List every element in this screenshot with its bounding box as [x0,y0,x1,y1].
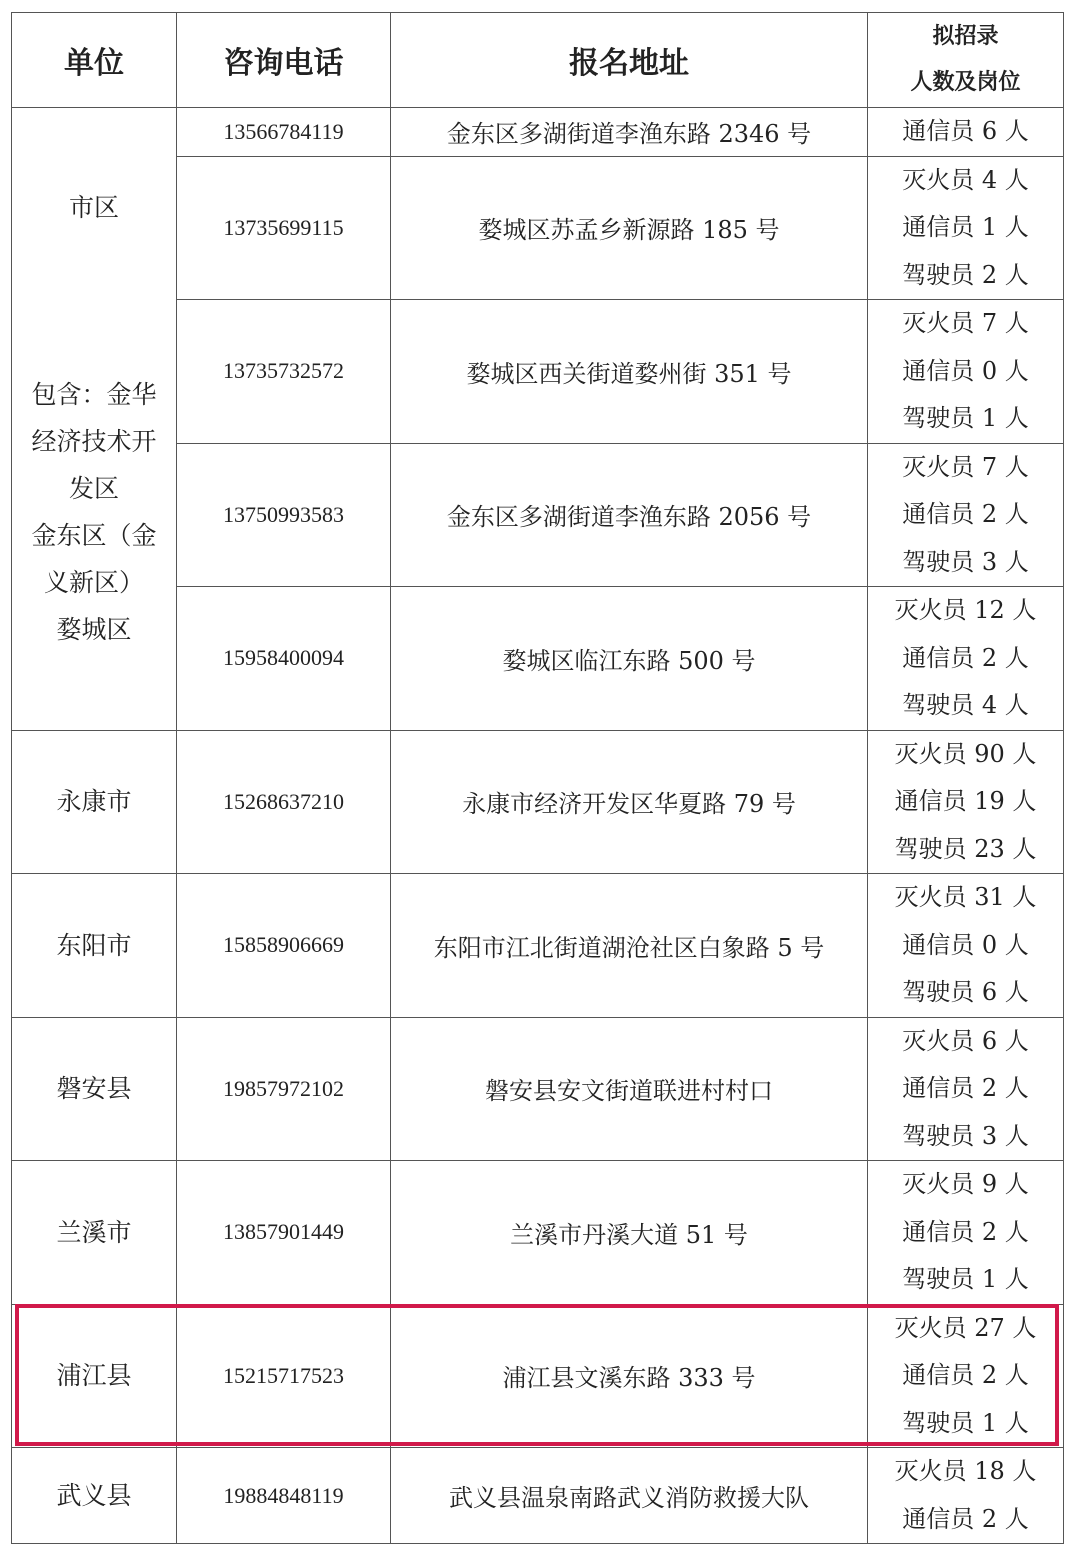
positions-cell [868,1017,1064,1161]
position-line: 灭火员 6 人 [902,1026,1029,1055]
position-line: 灭火员 31 人 [894,883,1037,911]
position-line: 驾驶员 23 人 [894,834,1037,863]
positions-cell [868,1161,1064,1305]
header-positions [868,13,1064,108]
unit-cell: 兰溪市 [12,1161,177,1305]
position-line: 通信员 0 人 [902,356,1029,385]
unit-note-line: 发区 [68,474,119,504]
address-cell: 东阳市江北街道湖沧社区白象路 5 号 [391,874,868,1018]
unit-note-line: 金东区（金 [31,521,157,551]
position-line: 通信员 2 人 [902,643,1029,672]
table-row [12,730,1064,874]
position-line: 灭火员 90 人 [894,739,1037,768]
position-line: 驾驶员 1 人 [902,1265,1029,1293]
position-line: 通信员 6 人 [902,117,1029,145]
position-line: 灭火员 7 人 [902,309,1029,337]
position-line: 驾驶员 1 人 [902,404,1029,432]
positions-cell [868,1448,1064,1544]
position-line: 灭火员 4 人 [902,165,1029,194]
positions-cell [868,1304,1064,1448]
phone-cell: 15858906669 [177,874,391,1018]
positions-cell [868,108,1064,157]
header-phone: 咨询电话 [177,13,391,108]
positions-cell [868,730,1064,874]
address-cell: 婺城区西关街道婺州街 351 号 [391,300,868,444]
phone-cell: 15958400094 [177,587,391,731]
position-line: 通信员 2 人 [902,1504,1029,1533]
address-cell: 婺城区苏孟乡新源路 185 号 [391,156,868,300]
unit-cell: 东阳市 [12,874,177,1018]
phone-cell: 19857972102 [177,1017,391,1161]
position-line: 驾驶员 3 人 [902,547,1029,576]
position-line: 灭火员 9 人 [902,1170,1029,1198]
position-line: 驾驶员 6 人 [902,978,1029,1006]
unit-cell: 武义县 [12,1448,177,1544]
position-line: 通信员 2 人 [902,1361,1029,1389]
header-address: 报名地址 [391,13,868,108]
address-cell: 金东区多湖街道李渔东路 2056 号 [391,443,868,587]
unit-note-line: 包含：金华 [31,380,157,410]
unit-cell: 浦江县 [12,1304,177,1448]
positions-cell [868,587,1064,731]
position-line: 驾驶员 4 人 [902,691,1029,719]
unit-cell-city [12,108,177,731]
table-row [12,1017,1064,1161]
positions-cell [868,874,1064,1018]
header-unit: 单位 [12,13,177,108]
header-positions-line2: 人数及岗位 [910,70,1021,95]
positions-cell [868,300,1064,444]
spacer [12,231,176,371]
unit-note-line: 经济技术开 [31,427,157,457]
address-cell: 永康市经济开发区华夏路 79 号 [391,730,868,874]
phone-cell: 19884848119 [177,1448,391,1544]
unit-note-line: 婺城区 [56,615,132,645]
address-cell: 金东区多湖街道李渔东路 2346 号 [391,108,868,157]
position-line: 灭火员 12 人 [894,596,1037,624]
positions-cell [868,443,1064,587]
position-line: 通信员 2 人 [902,1074,1029,1102]
table-row [12,1304,1064,1448]
position-line: 通信员 2 人 [902,1217,1029,1246]
phone-cell: 13735699115 [177,156,391,300]
unit-name: 市区 [68,193,119,223]
phone-cell: 13735732572 [177,300,391,444]
address-cell: 武义县温泉南路武义消防救援大队 [391,1448,868,1544]
position-line: 通信员 1 人 [902,213,1029,241]
position-line: 驾驶员 3 人 [902,1121,1029,1150]
recruitment-table [11,12,1064,1544]
address-cell: 磐安县安文街道联进村村口 [391,1017,868,1161]
position-line: 通信员 19 人 [894,787,1037,815]
phone-cell: 15268637210 [177,730,391,874]
phone-cell: 15215717523 [177,1304,391,1448]
position-line: 通信员 2 人 [902,500,1029,528]
phone-cell: 13857901449 [177,1161,391,1305]
address-cell: 婺城区临江东路 500 号 [391,587,868,731]
table-row [12,874,1064,1018]
unit-cell: 永康市 [12,730,177,874]
address-cell: 兰溪市丹溪大道 51 号 [391,1161,868,1305]
table-row [12,108,1064,157]
unit-cell: 磐安县 [12,1017,177,1161]
position-line: 通信员 0 人 [902,930,1029,959]
position-line: 驾驶员 1 人 [902,1408,1029,1437]
position-line: 灭火员 7 人 [902,452,1029,481]
positions-cell [868,156,1064,300]
position-line: 灭火员 18 人 [894,1457,1037,1485]
position-line: 驾驶员 2 人 [902,260,1029,289]
phone-cell: 13750993583 [177,443,391,587]
table-row [12,1448,1064,1544]
position-line: 灭火员 27 人 [894,1313,1037,1342]
header-positions-line1: 拟招录 [932,24,999,49]
phone-cell: 13566784119 [177,108,391,157]
table-row [12,1161,1064,1305]
header-row [12,13,1064,108]
address-cell: 浦江县文溪东路 333 号 [391,1304,868,1448]
unit-note-line: 义新区） [43,568,144,598]
